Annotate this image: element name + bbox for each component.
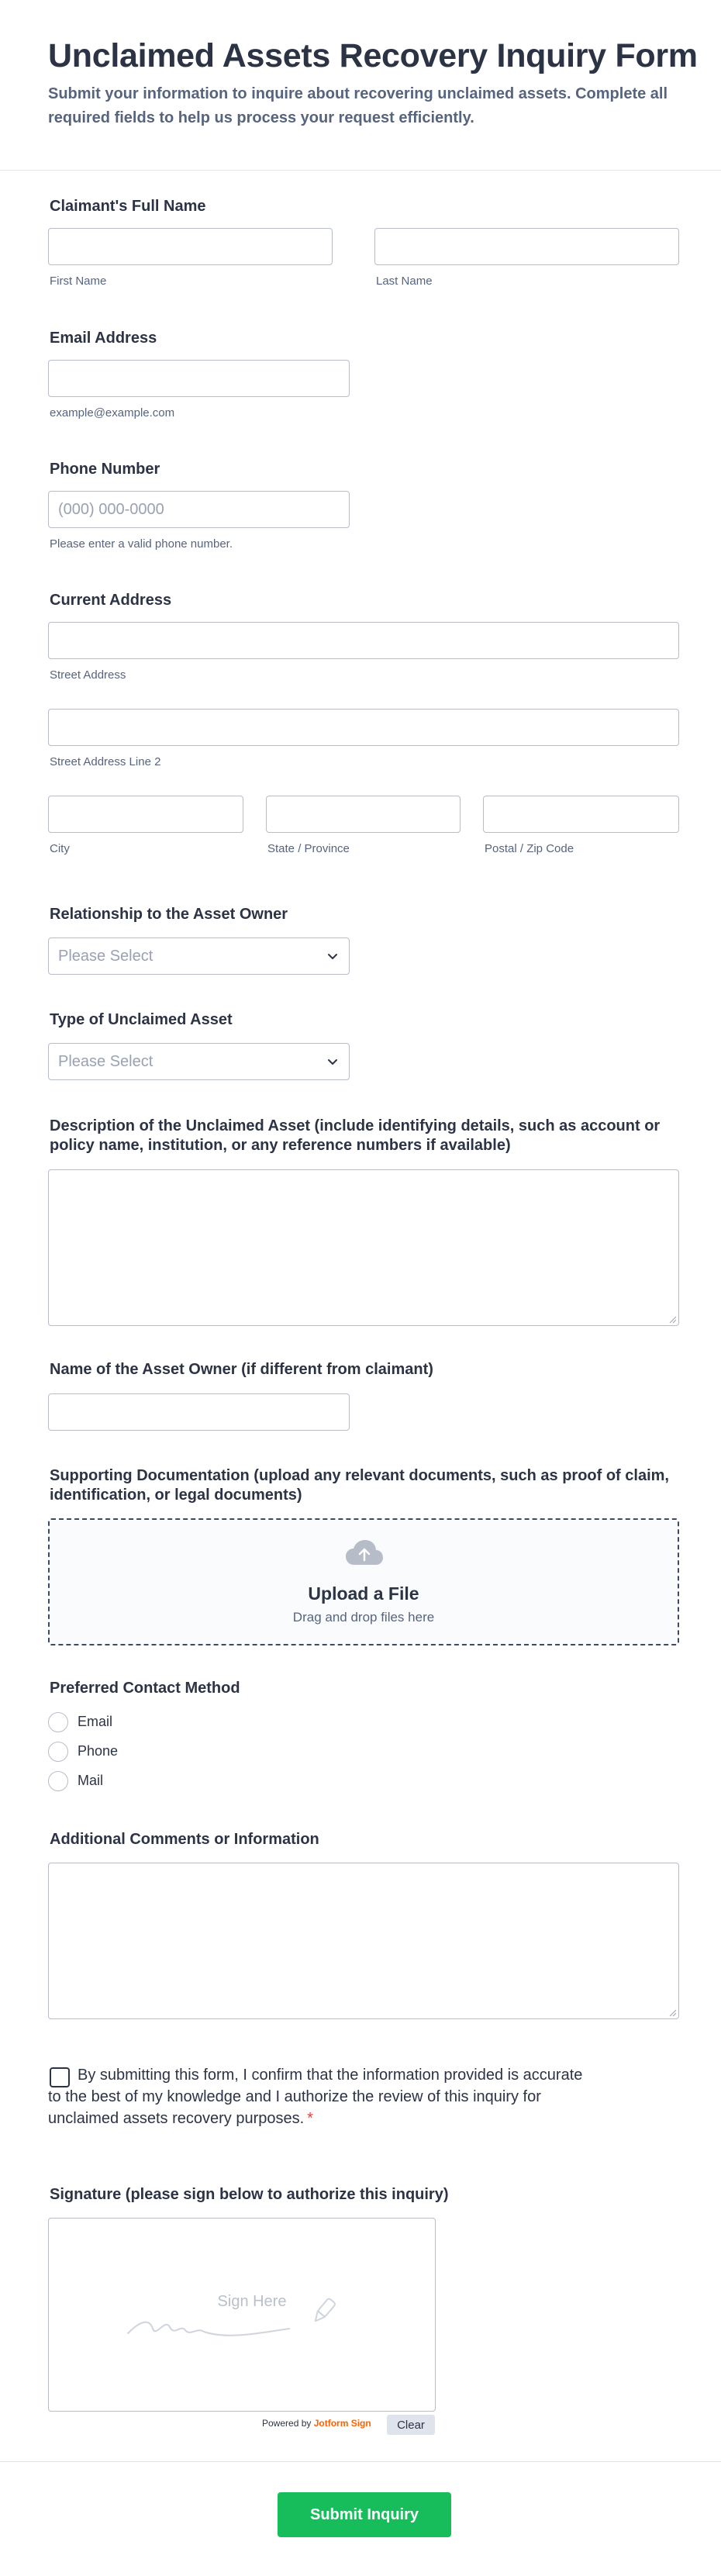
email-input[interactable] [48,360,350,397]
documents-label: Supporting Documentation (upload any relevant documents, such as proof of claim, identification, or legal documents) [50,1467,669,1504]
email-sublabel: example@example.com [50,406,175,420]
comments-label: Additional Comments or Information [50,1831,319,1848]
street-address-sublabel: Street Address [50,668,126,682]
powered-by-prefix: Powered by [262,2418,312,2429]
owner-name-input[interactable] [48,1393,350,1431]
file-upload-dropzone[interactable] [48,1518,679,1645]
state-sublabel: State / Province [267,842,350,855]
address-label: Current Address [50,592,172,609]
street-address-input[interactable] [48,622,679,659]
relationship-select[interactable] [48,938,350,975]
signature-placeholder: Sign Here [217,2293,287,2310]
radio-label: Mail [78,1773,104,1788]
signature-label: Signature (please sign below to authorize this inquiry) [50,2186,449,2203]
relationship-label: Relationship to the Asset Owner [50,906,288,923]
upload-subtitle: Drag and drop files here [292,1610,435,1625]
owner-name-label: Name of the Asset Owner (if different from claimant) [50,1361,433,1378]
asset-type-select[interactable] [48,1043,350,1080]
required-asterisk: * [307,2110,313,2127]
last-name-sublabel: Last Name [376,275,433,288]
contact-method-label: Preferred Contact Method [50,1680,240,1697]
city-sublabel: City [50,842,70,855]
street-address-line2-sublabel: Street Address Line 2 [50,755,161,768]
relationship-select-value: Please Select [58,948,154,965]
radio-button[interactable] [48,1712,68,1732]
phone-sublabel: Please enter a valid phone number. [50,537,233,551]
zip-input[interactable] [483,796,679,833]
state-input[interactable] [266,796,461,833]
form-subtitle: Submit your information to inquire about recovering unclaimed assets. Complete all required fields to help us process your request efficiently. [48,85,668,126]
phone-label: Phone Number [50,461,160,478]
chevron-down-icon [326,1055,340,1069]
signature-pad[interactable] [48,2218,436,2412]
description-label: Description of the Unclaimed Asset (include identifying details, such as account or policy name, institution, or any reference numbers if available) [50,1117,661,1154]
upload-title: Upload a File [308,1583,419,1604]
chevron-down-icon [326,949,340,963]
description-textarea[interactable] [48,1169,679,1326]
full-name-label: Claimant's Full Name [50,198,206,215]
consent-statement: By submitting this form, I confirm that the information provided is accurate to the best of my knowledge and I authorize the review of this inquiry for unclaimed assets recovery purposes. [48,2067,583,2127]
asset-type-select-value: Please Select [58,1053,154,1070]
street-address-line2-input[interactable] [48,709,679,746]
first-name-sublabel: First Name [50,275,107,288]
resize-grip-icon[interactable] [668,2008,677,2017]
submit-button[interactable]: Submit Inquiry [278,2492,451,2537]
first-name-input[interactable] [48,228,333,265]
city-input[interactable] [48,796,243,833]
cloud-upload-icon [345,1538,384,1566]
jotform-sign-brand[interactable]: Jotform Sign [313,2418,371,2429]
form-header [0,0,721,171]
consent-text [48,2064,583,2129]
phone-input[interactable] [48,491,350,528]
comments-textarea[interactable] [48,1863,679,2019]
form-title: Unclaimed Assets Recovery Inquiry Form [48,37,698,74]
asset-type-label: Type of Unclaimed Asset [50,1011,233,1028]
zip-sublabel: Postal / Zip Code [485,842,574,855]
last-name-input[interactable] [374,228,679,265]
radio-button[interactable] [48,1742,68,1762]
radio-label: Email [78,1714,113,1729]
resize-grip-icon[interactable] [668,1314,677,1324]
footer-divider [0,2461,721,2462]
clear-signature-button[interactable]: Clear [387,2415,435,2435]
radio-button[interactable] [48,1771,68,1791]
email-label: Email Address [50,330,157,347]
powered-by-text [262,2418,371,2429]
radio-label: Phone [78,1743,119,1759]
